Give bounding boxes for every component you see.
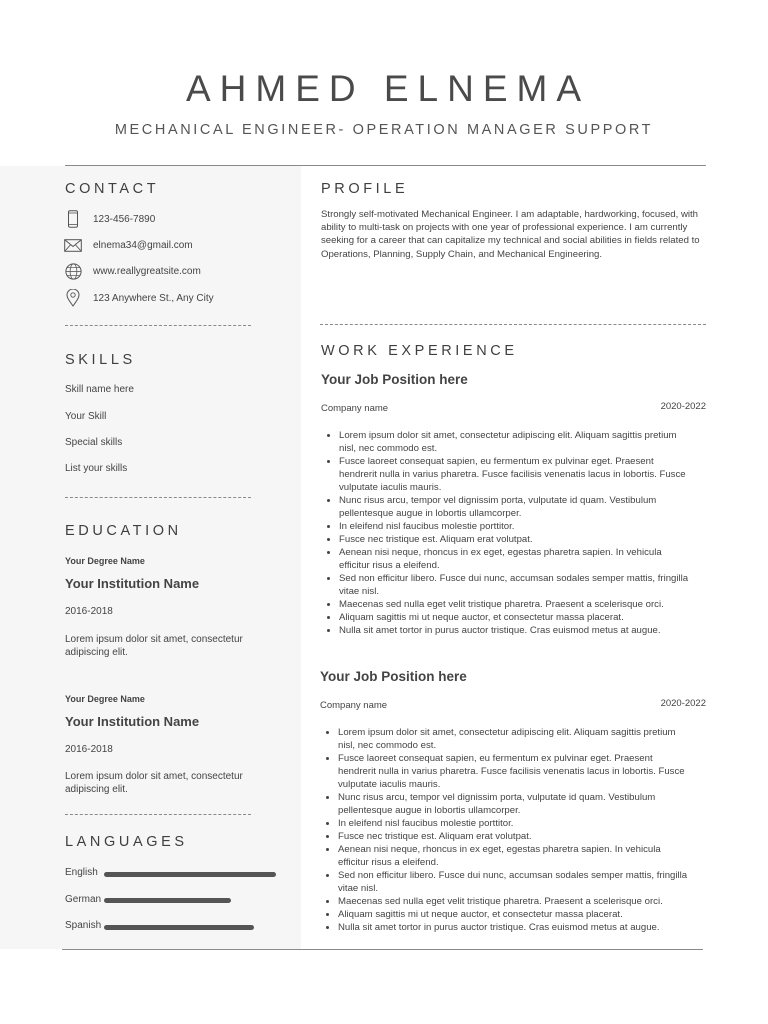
skills-heading: SKILLS bbox=[65, 352, 136, 368]
job-dates: 2020-2022 bbox=[660, 401, 706, 412]
job-bullet: • Fusce nec tristique est. Aliquam erat volutpat. bbox=[339, 533, 693, 546]
education-divider bbox=[65, 814, 251, 815]
job-bullet: • In eleifend nisl faucibus molestie porttitor. bbox=[338, 817, 692, 830]
job-bullet: • In eleifend nisl faucibus molestie porttitor. bbox=[339, 520, 693, 533]
profile-text: Strongly self-motivated Mechanical Engineer. I am adaptable, hardworking, focused, with ability to multi-task on projects with one year of professional experience. I am currently seeking for a career that can capitalize my technical and social abilities in fields related to Operations, Planning, Supply Chain, and Mechanical Engineering. bbox=[321, 209, 700, 260]
contact-website bbox=[62, 262, 201, 280]
contact-phone bbox=[62, 210, 155, 228]
profile-divider bbox=[320, 324, 706, 325]
institution-name: Your Institution Name bbox=[65, 714, 200, 729]
phone-text: 123-456-7890 bbox=[93, 213, 156, 225]
job-bullet: • Aenean nisi neque, rhoncus in ex eget, egestas pharetra sapien. In vehicula efficitur risus a eleifend. bbox=[339, 546, 693, 572]
language-level-track bbox=[104, 872, 276, 877]
sidebar bbox=[0, 166, 301, 949]
language-level-bar bbox=[104, 872, 276, 877]
job-bullet: • Fusce nec tristique est. Aliquam erat volutpat. bbox=[338, 830, 692, 843]
header-divider bbox=[65, 165, 706, 166]
job-bullet: • Sed non efficitur libero. Fusce dui nunc, accumsan sodales semper mattis, fringilla vitae nisl. bbox=[339, 572, 693, 598]
language-level-track bbox=[104, 898, 276, 903]
job-bullets bbox=[321, 429, 693, 637]
job-bullet: • Fusce laoreet consequat sapien, eu fermentum ex pulvinar eget. Praesent hendrerit nulla in varius pharetra. Fusce facilisis venenatis lacus in lobortis. Fusce vulputate iaculis mauris. bbox=[338, 752, 692, 791]
language-level-bar bbox=[104, 898, 231, 903]
job-bullet: • Maecenas sed nulla eget velit tristique pharetra. Praesent a scelerisque orci. bbox=[339, 598, 693, 611]
language-name: English bbox=[65, 867, 98, 878]
education-years: 2016-2018 bbox=[65, 744, 113, 755]
skill-item: List your skills bbox=[65, 463, 128, 474]
job-bullet: • Maecenas sed nulla eget velit tristique pharetra. Praesent a scelerisque orci. bbox=[338, 895, 692, 908]
location-pin-icon bbox=[62, 289, 84, 307]
language-level-track bbox=[104, 925, 276, 930]
candidate-title: MECHANICAL ENGINEER- OPERATION MANAGER SUPPORT bbox=[114, 122, 654, 138]
education-description: Lorem ipsum dolor sit amet, consectetur adipiscing elit. bbox=[65, 771, 243, 795]
email-text[interactable]: elnema34@gmail.com bbox=[93, 239, 193, 251]
degree-name: Your Degree Name bbox=[65, 556, 145, 566]
institution-name: Your Institution Name bbox=[65, 576, 200, 591]
job-dates: 2020-2022 bbox=[660, 698, 706, 709]
education-heading: EDUCATION bbox=[65, 523, 182, 539]
job-bullet: • Sed non efficitur libero. Fusce dui nunc, accumsan sodales semper mattis, fringilla vitae nisl. bbox=[338, 869, 692, 895]
job-bullet: • Lorem ipsum dolor sit amet, consectetur adipiscing elit. Aliquam sagittis pretium nisl, nec commodo est. bbox=[339, 429, 693, 455]
company-name: Company name bbox=[320, 700, 388, 711]
job-position: Your Job Position here bbox=[321, 372, 468, 387]
degree-name: Your Degree Name bbox=[65, 694, 145, 704]
job-bullets bbox=[320, 726, 692, 934]
skill-item: Your Skill bbox=[65, 411, 107, 422]
job-bullet: • Aliquam sagittis mi ut neque auctor, et consectetur massa placerat. bbox=[338, 908, 692, 921]
footer-divider bbox=[62, 949, 703, 950]
job-bullet: • Nulla sit amet tortor in purus auctor tristique. Cras euismod metus at augue. bbox=[339, 624, 693, 637]
phone-icon bbox=[62, 210, 84, 228]
language-level-bar bbox=[104, 925, 254, 930]
work-experience-heading: WORK EXPERIENCE bbox=[321, 343, 518, 359]
candidate-name: AHMED ELNEMA bbox=[185, 68, 591, 109]
education-description: Lorem ipsum dolor sit amet, consectetur adipiscing elit. bbox=[65, 634, 243, 658]
education-years: 2016-2018 bbox=[65, 606, 113, 617]
globe-icon bbox=[62, 262, 84, 280]
mail-icon bbox=[62, 236, 84, 254]
website-text[interactable]: www.reallygreatsite.com bbox=[93, 265, 201, 277]
contact-email bbox=[62, 236, 193, 254]
job-bullet: • Aliquam sagittis mi ut neque auctor, et consectetur massa placerat. bbox=[339, 611, 693, 624]
skills-divider bbox=[65, 497, 251, 498]
skill-item: Special skills bbox=[65, 437, 123, 448]
contact-heading: CONTACT bbox=[65, 181, 160, 197]
job-bullet: • Nunc risus arcu, tempor vel dignissim porta, vulputate id quam. Vestibulum pellentesque augue in lobortis ullamcorper. bbox=[339, 494, 693, 520]
languages-heading: LANGUAGES bbox=[65, 834, 188, 850]
language-name: German bbox=[65, 894, 102, 905]
language-name: Spanish bbox=[65, 920, 102, 931]
address-text: 123 Anywhere St., Any City bbox=[93, 292, 214, 304]
contact-address bbox=[62, 289, 214, 307]
contact-divider bbox=[65, 325, 251, 326]
company-name: Company name bbox=[321, 403, 389, 414]
profile-heading: PROFILE bbox=[321, 181, 409, 197]
job-bullet: • Fusce laoreet consequat sapien, eu fermentum ex pulvinar eget. Praesent hendrerit nulla in varius pharetra. Fusce facilisis venenatis lacus in lobortis. Fusce vulputate iaculis mauris. bbox=[339, 455, 693, 494]
job-bullet: • Nunc risus arcu, tempor vel dignissim porta, vulputate id quam. Vestibulum pellentesque augue in lobortis ullamcorper. bbox=[338, 791, 692, 817]
job-bullet: • Nulla sit amet tortor in purus auctor tristique. Cras euismod metus at augue. bbox=[338, 921, 692, 934]
job-position: Your Job Position here bbox=[320, 669, 467, 684]
job-bullet: • Lorem ipsum dolor sit amet, consectetur adipiscing elit. Aliquam sagittis pretium nisl, nec commodo est. bbox=[338, 726, 692, 752]
job-bullet: • Aenean nisi neque, rhoncus in ex eget, egestas pharetra sapien. In vehicula efficitur risus a eleifend. bbox=[338, 843, 692, 869]
skill-item: Skill name here bbox=[65, 384, 134, 395]
